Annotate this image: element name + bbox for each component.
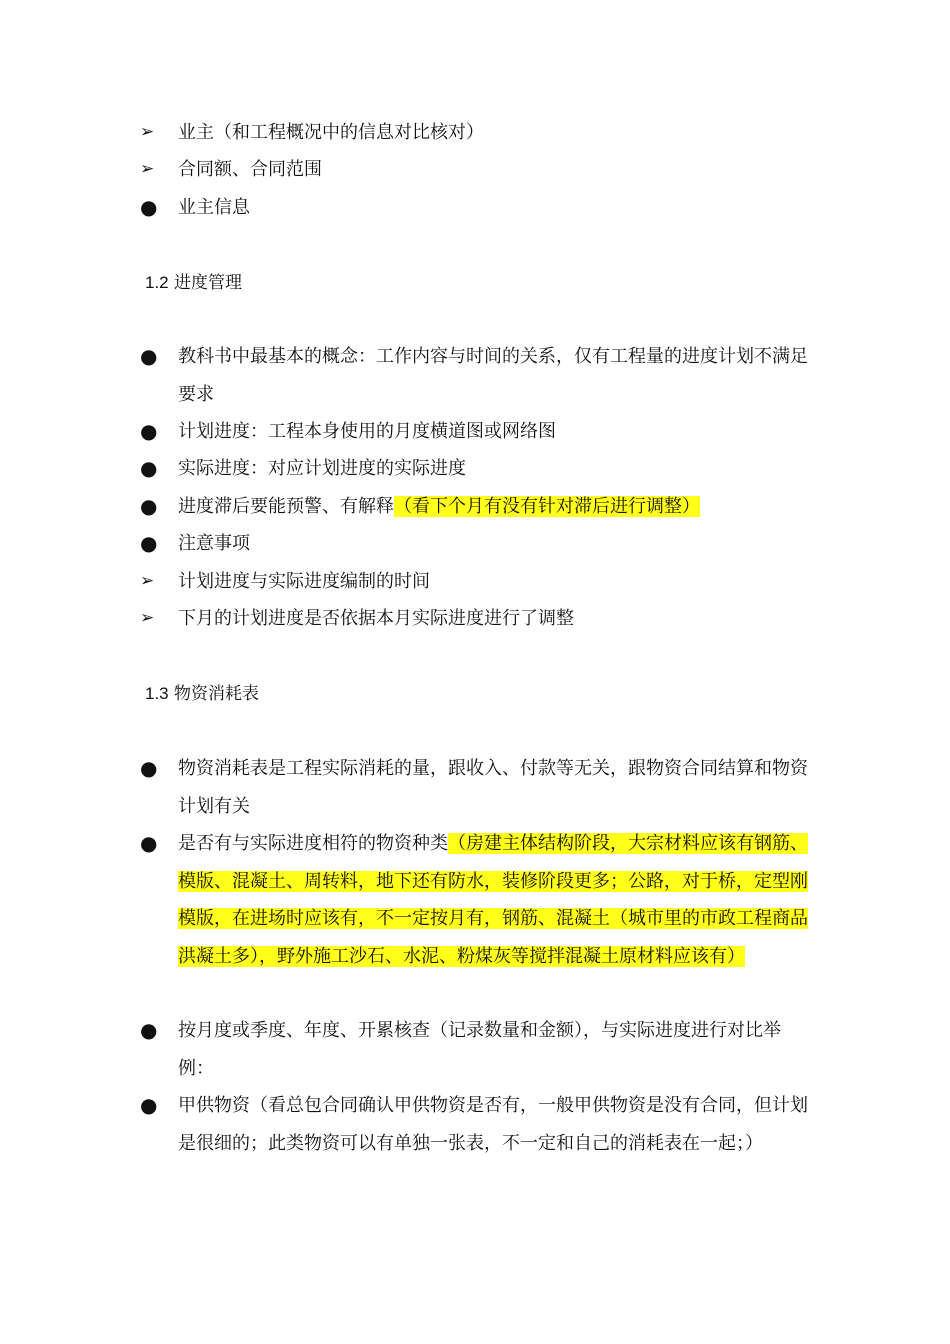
list-item-text: 实际进度：对应计划进度的实际进度: [178, 458, 466, 479]
round-bullet-icon: ●: [140, 195, 158, 219]
list-item-text: 下月的计划进度是否依据本月实际进度进行了调整: [178, 608, 574, 629]
round-bullet-icon: ●: [140, 344, 158, 368]
list-item-text: 计划进度与实际进度编制的时间: [178, 571, 430, 592]
list-item-text: 业主（和工程概况中的信息对比核对）: [178, 122, 484, 143]
list-item-text: [178, 488, 810, 526]
list-item-text: 注意事项: [178, 533, 250, 554]
list-item-text: 物资消耗表是工程实际消耗的量，跟收入、付款等无关，跟物资合同结算和物资计划有关: [178, 758, 808, 817]
round-bullet-icon: ●: [140, 531, 158, 555]
section-number: 1.2: [145, 273, 169, 292]
round-bullet-icon: ●: [140, 756, 158, 780]
section-title: 进度管理: [174, 273, 243, 293]
list-item-plain-text: 是否有与实际进度相符的物资种类: [178, 833, 448, 854]
arrow-bullet-icon: ➢: [140, 159, 155, 179]
round-bullet-icon: ●: [140, 831, 158, 855]
section-title: 物资消耗表: [174, 684, 260, 704]
list-item-text: 教科书中最基本的概念：工作内容与时间的关系，仅有工程量的进度计划不满足要求: [178, 346, 808, 405]
section-heading-materials: [145, 679, 259, 709]
list-item-text: 合同额、合同范围: [178, 159, 322, 180]
list-item-text: 按月度或季度、年度、开累核查（记录数量和金额），与实际进度进行对比举例：: [178, 1020, 781, 1079]
arrow-bullet-icon: ➢: [140, 608, 155, 628]
round-bullet-icon: ●: [140, 419, 158, 443]
arrow-bullet-icon: ➢: [140, 571, 155, 591]
round-bullet-icon: ●: [140, 1093, 158, 1117]
round-bullet-icon: ●: [140, 494, 158, 518]
section-number: 1.3: [145, 684, 169, 703]
highlighted-text: （房建主体结构阶段，大宗材料应该有钢筋、模版、混凝土、周转料，地下还有防水，装修阶段更多；公路，对于桥，定型刚模版，在进场时应该有，不一定按月有，钢筋、混凝土（城市里的市政工程商品洪凝土多），野外施工沙石、水泥、粉煤灰等搅拌混凝土原材料应该有）: [178, 833, 808, 967]
round-bullet-icon: ●: [140, 456, 158, 480]
list-item-plain-text: 进度滞后要能预警、有解释: [178, 496, 394, 517]
highlighted-text: （看下个月有没有针对滞后进行调整）: [394, 496, 700, 517]
arrow-bullet-icon: ➢: [140, 122, 155, 142]
list-item-text: [178, 825, 810, 975]
section-heading-progress: [145, 268, 242, 298]
list-item-text: 甲供物资（看总包合同确认甲供物资是否有，一般甲供物资是没有合同，但计划是很细的；此类物资可以有单独一张表，不一定和自己的消耗表在一起；）: [178, 1095, 808, 1154]
list-item-text: 计划进度：工程本身使用的月度横道图或网络图: [178, 421, 556, 442]
round-bullet-icon: ●: [140, 1018, 158, 1042]
list-item-text: 业主信息: [178, 197, 250, 218]
